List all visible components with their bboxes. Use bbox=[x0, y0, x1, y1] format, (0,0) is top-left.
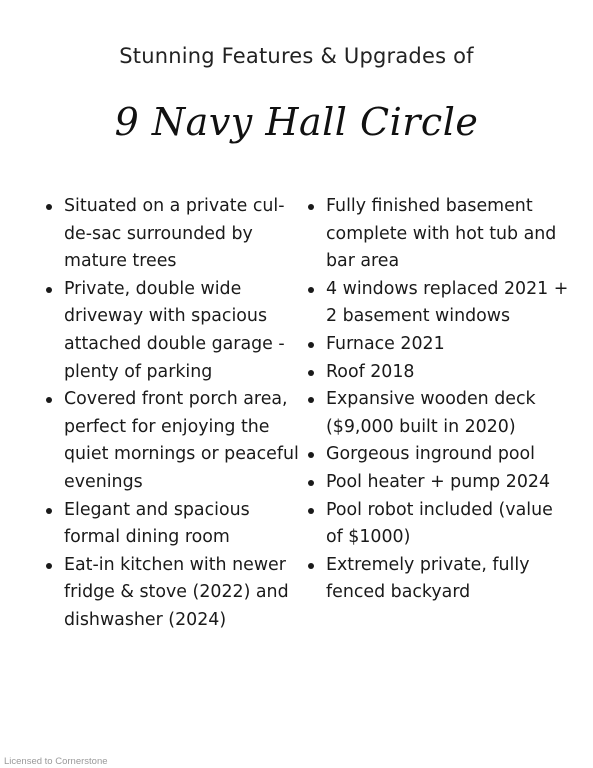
list-item-text: Fully finished basement complete with hot tub and bar area bbox=[326, 196, 557, 272]
bullet-icon bbox=[308, 397, 314, 403]
list-item bbox=[44, 386, 306, 496]
features-list-right bbox=[306, 193, 571, 607]
list-item bbox=[306, 469, 571, 497]
page-subtitle: Stunning Features & Upgrades of bbox=[119, 44, 474, 68]
list-item bbox=[44, 552, 306, 635]
list-item bbox=[306, 331, 571, 359]
list-item-text: Roof 2018 bbox=[326, 361, 415, 382]
list-item-text: Elegant and spacious formal dining room bbox=[64, 499, 250, 548]
bullet-icon bbox=[308, 452, 314, 458]
bullet-icon bbox=[46, 508, 52, 514]
list-item bbox=[44, 193, 306, 276]
bullet-icon bbox=[308, 563, 314, 569]
bullet-icon bbox=[308, 508, 314, 514]
list-item bbox=[44, 276, 306, 386]
list-item bbox=[44, 497, 306, 552]
list-item-text: Covered front porch area, perfect for enjoying the quiet mornings or peaceful evenings bbox=[64, 389, 299, 492]
bullet-icon bbox=[46, 287, 52, 293]
bullet-icon bbox=[46, 563, 52, 569]
list-item-text: Pool robot included (value of $1000) bbox=[326, 499, 553, 548]
list-item-text: Gorgeous inground pool bbox=[326, 444, 536, 465]
list-item-text: Private, double wide driveway with spacious attached double garage - plenty of parking bbox=[64, 278, 285, 382]
list-item-text: Eat-in kitchen with newer fridge & stove (2022) and dishwasher (2024) bbox=[64, 554, 289, 630]
list-item bbox=[306, 276, 571, 331]
list-item bbox=[306, 497, 571, 552]
list-item bbox=[306, 359, 571, 387]
bullet-icon bbox=[308, 370, 314, 376]
list-item bbox=[306, 552, 571, 607]
bullet-icon bbox=[308, 287, 314, 293]
bullet-icon bbox=[46, 204, 52, 210]
list-item bbox=[306, 386, 571, 441]
list-item bbox=[306, 193, 571, 276]
features-list-left bbox=[44, 193, 306, 635]
list-item-text: Extremely private, fully fenced backyard bbox=[326, 554, 530, 603]
bullet-icon bbox=[308, 480, 314, 486]
list-item-text: Furnace 2021 bbox=[326, 333, 445, 354]
list-item-text: Expansive wooden deck ($9,000 built in 2020) bbox=[326, 389, 536, 437]
list-item-text: 4 windows replaced 2021 + 2 basement windows bbox=[326, 278, 569, 327]
license-footer: Licensed to Cornerstone bbox=[4, 756, 108, 767]
list-item-text: Situated on a private cul-de-sac surrounded by mature trees bbox=[64, 196, 285, 272]
list-item bbox=[306, 441, 571, 469]
list-item-text: Pool heater + pump 2024 bbox=[326, 471, 551, 492]
bullet-icon bbox=[308, 342, 314, 348]
page-title: 9 Navy Hall Circle bbox=[114, 100, 479, 144]
bullet-icon bbox=[46, 397, 52, 403]
bullet-icon bbox=[308, 204, 314, 210]
